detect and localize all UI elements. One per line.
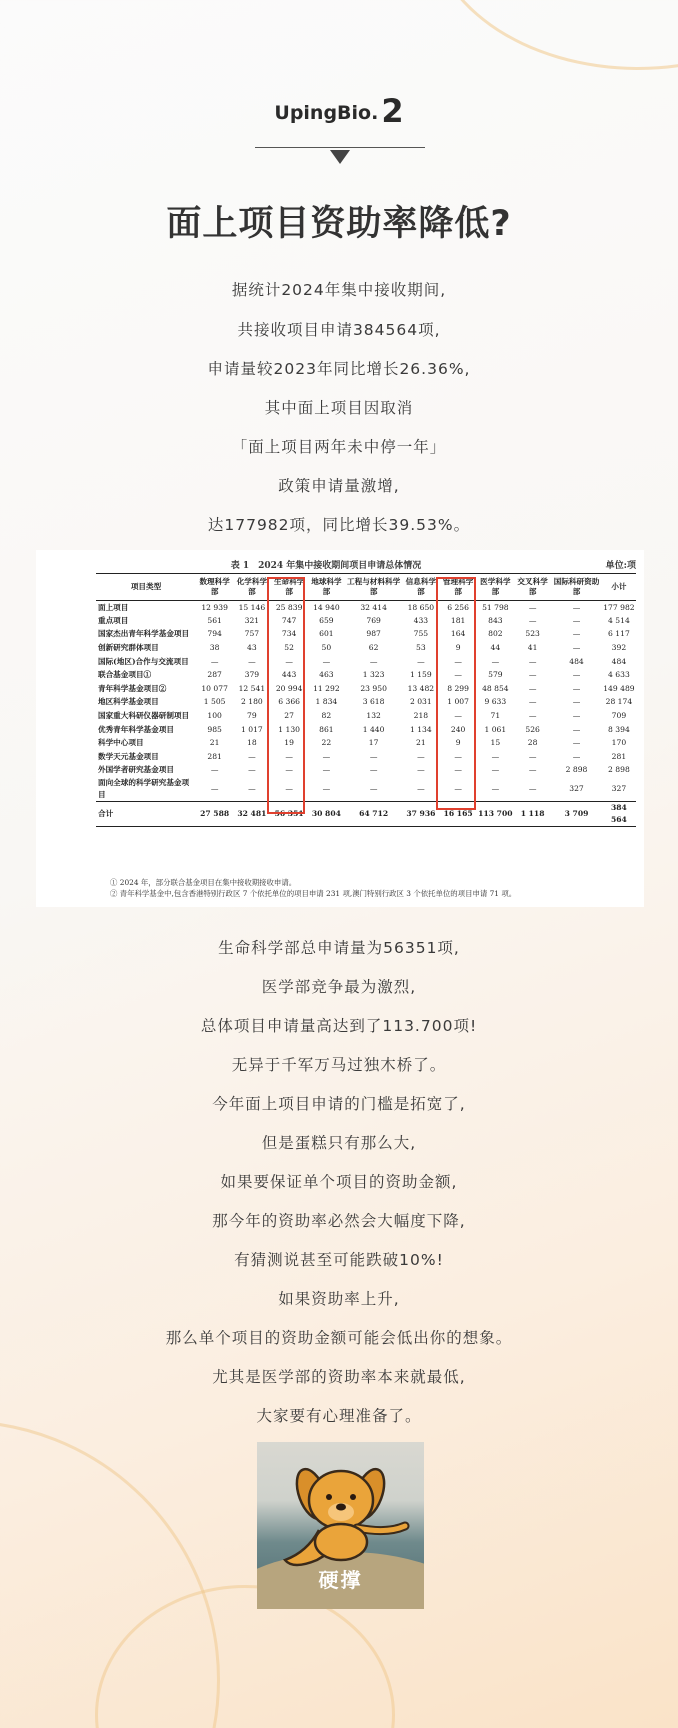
- table-cell: 9 633: [484, 697, 507, 707]
- body-line: 无异于千军万马过独木桥了。: [231, 1056, 447, 1074]
- row-label: 面上项目: [98, 602, 129, 612]
- row-label: 联合基金项目①: [98, 670, 152, 680]
- column-header: 医学科学部: [477, 574, 514, 601]
- body-line: 那今年的资助率必然会大幅度下降,: [212, 1212, 466, 1230]
- table-cell: 23 950: [360, 683, 387, 693]
- table-cell: 41: [527, 643, 538, 653]
- table-cell: —: [322, 784, 331, 794]
- table-cell: 843: [488, 615, 503, 625]
- table-cell: 8 299: [447, 683, 469, 693]
- table-cell: —: [285, 784, 293, 794]
- table-cell: 30 804: [308, 802, 345, 827]
- table-cell: —: [322, 751, 331, 761]
- table-cell: 27 588: [196, 802, 233, 827]
- table-cell: —: [417, 784, 425, 794]
- table-cell: 2 898: [565, 765, 588, 775]
- table-cell: 113 700: [477, 802, 514, 827]
- column-header: 交叉科学部: [514, 574, 551, 601]
- table-cell: 13 482: [407, 683, 435, 693]
- table-cell: 177 982: [603, 602, 635, 612]
- table-cell: 18: [247, 738, 257, 748]
- row-label: 国际(地区)合作与交流项目: [98, 656, 189, 666]
- table-cell: 709: [611, 711, 627, 721]
- row-label: 创新研究群体项目: [98, 643, 159, 653]
- table-cell: 287: [207, 670, 222, 680]
- table-cell: 8 394: [608, 724, 630, 734]
- highlight-box-life-science: [267, 577, 305, 814]
- table-cell: 48 854: [482, 683, 509, 693]
- table-row: [96, 777, 636, 802]
- column-header: 国际科研资助部: [551, 574, 602, 601]
- row-label: 重点项目: [98, 615, 129, 625]
- table-header-row: [96, 574, 636, 601]
- table-cell: 164: [450, 629, 466, 639]
- table-cell: 2 031: [409, 697, 432, 707]
- table-cell: —: [572, 683, 581, 693]
- table-cell: 1 017: [241, 724, 263, 734]
- table-cell: —: [491, 765, 500, 775]
- table-cell: —: [491, 656, 500, 666]
- table-cell: 4 633: [608, 670, 630, 680]
- table-cell: —: [417, 751, 425, 761]
- table-cell: —: [528, 670, 537, 680]
- table-note: ① 2024 年，部分联合基金项目在集中接收期接收申请。: [110, 878, 297, 887]
- table-cell: 10 077: [201, 683, 228, 693]
- table-row: [96, 601, 636, 615]
- table-cell: 3 618: [362, 697, 385, 707]
- table-cell: 1 118: [514, 802, 551, 827]
- table-row: [96, 696, 636, 710]
- row-label: 面向全球的科学研究基金项目: [98, 778, 190, 800]
- table-cell: 32 414: [360, 602, 387, 612]
- column-header: 工程与材料科学部: [345, 574, 402, 601]
- table-cell: 1 007: [447, 697, 469, 707]
- table-cell: —: [369, 751, 378, 761]
- table-cell: 734: [281, 629, 297, 639]
- table-cell: 1 159: [409, 670, 432, 680]
- table-cell: 19: [284, 738, 294, 748]
- table-cell: —: [210, 656, 219, 666]
- table-caption: 表 1 2024 年集中接收期间项目申请总体情况: [230, 561, 422, 571]
- intro-line: 申请量较2023年同比增长26.36%,: [207, 360, 471, 378]
- table-cell: —: [572, 724, 581, 734]
- table-cell: 755: [413, 629, 429, 639]
- table-cell: 14 940: [313, 602, 340, 612]
- body-line: 生命科学部总申请量为56351项,: [218, 939, 460, 957]
- triangle-down-icon: [330, 150, 350, 164]
- table-cell: —: [528, 784, 537, 794]
- row-label: 地区科学基金项目: [98, 697, 159, 707]
- table-cell: 1 134: [409, 724, 432, 734]
- table-cell: 321: [244, 615, 260, 625]
- brand-label: [0, 92, 678, 130]
- table-cell: 28: [527, 738, 538, 748]
- table-cell: 3 709: [551, 802, 602, 827]
- table-cell: 1 323: [362, 670, 385, 680]
- table-cell: —: [572, 670, 581, 680]
- table-cell: —: [454, 711, 462, 721]
- table-cell: —: [528, 751, 537, 761]
- sticker-caption: 硬撑: [318, 1568, 363, 1592]
- table-cell: —: [528, 602, 537, 612]
- table-cell: 281: [207, 751, 222, 761]
- table-cell: 12 939: [201, 602, 228, 612]
- intro-line: 「面上项目两年未中停一年」: [231, 438, 447, 456]
- intro-line: 其中面上项目因取消: [264, 399, 414, 417]
- row-label: 青年科学基金项目②: [98, 683, 167, 693]
- table-cell: 100: [207, 711, 222, 721]
- column-header: 信息科学部: [402, 574, 439, 601]
- table-cell: 16 165: [439, 802, 476, 827]
- table-cell: 433: [413, 615, 429, 625]
- table-cell: 384 564: [602, 802, 636, 827]
- table-cell: 12 541: [238, 683, 266, 693]
- brand-name: UpingBio.: [274, 102, 379, 124]
- table-cell: 17: [368, 738, 379, 748]
- table-cell: 484: [569, 656, 584, 666]
- table-row: [96, 682, 636, 696]
- table-cell: —: [248, 784, 256, 794]
- table-cell: 561: [207, 615, 222, 625]
- table-cell: 6 366: [278, 697, 300, 707]
- body-line: 医学部竞争最为激烈,: [261, 978, 417, 996]
- column-header: 数理科学部: [196, 574, 233, 601]
- table-cell: 50: [321, 643, 332, 653]
- column-header: 管理科学部: [439, 574, 476, 601]
- table-note: ② 青年科学基金中,包含香港特别行政区 7 个依托单位的项目申请 231 项,澳门特别行政区 3 个依托单位的项目申请 71 项。: [110, 889, 517, 898]
- dog-sticker-image: [257, 1442, 424, 1609]
- table-cell: 523: [525, 629, 540, 639]
- intro-line: 共接收项目申请384564项,: [237, 321, 441, 339]
- row-label: 合计: [96, 802, 196, 827]
- intro-line: 达177982项，同比增长39.53%。: [207, 516, 471, 534]
- table-cell: 28 174: [605, 697, 633, 707]
- table-cell: —: [454, 656, 462, 666]
- table-row: [96, 614, 636, 628]
- table-notes: [110, 877, 640, 899]
- table-row: [96, 628, 636, 642]
- table-cell: 392: [611, 643, 627, 653]
- table-cell: 21: [209, 738, 220, 748]
- table-cell: —: [248, 765, 256, 775]
- table-cell: 27: [284, 711, 294, 721]
- table-cell: 11 292: [313, 683, 340, 693]
- table-cell: —: [285, 751, 293, 761]
- table-cell: 379: [244, 670, 260, 680]
- table-cell: 747: [281, 615, 297, 625]
- table-cell: 526: [525, 724, 540, 734]
- table-cell: —: [454, 765, 462, 775]
- table-cell: —: [528, 711, 537, 721]
- table-cell: —: [491, 784, 500, 794]
- table-cell: 132: [366, 711, 381, 721]
- table-cell: 149 489: [603, 683, 635, 693]
- body-line: 但是蛋糕只有那么大,: [261, 1134, 417, 1152]
- column-header: 地球科学部: [308, 574, 345, 601]
- row-label: 优秀青年科学基金项目: [98, 724, 174, 734]
- table-image: [36, 550, 644, 907]
- table-cell: —: [417, 765, 425, 775]
- table-cell: —: [369, 656, 378, 666]
- table-row: [96, 764, 636, 778]
- table-cell: 1 061: [484, 724, 507, 734]
- table-cell: 82: [321, 711, 332, 721]
- table-cell: 218: [413, 711, 429, 721]
- table-cell: —: [369, 765, 378, 775]
- table-cell: 1 440: [362, 724, 385, 734]
- table-cell: —: [248, 656, 256, 666]
- table-cell: —: [528, 656, 537, 666]
- body-line: 如果资助率上升,: [278, 1290, 400, 1308]
- table-cell: 44: [490, 643, 501, 653]
- table-cell: —: [528, 683, 537, 693]
- table-cell: —: [572, 711, 581, 721]
- table-cell: 9: [455, 643, 461, 653]
- table-cell: 170: [611, 738, 627, 748]
- table-cell: —: [572, 643, 581, 653]
- table-cell: —: [572, 738, 581, 748]
- table-cell: —: [572, 629, 581, 639]
- table-cell: 281: [611, 751, 627, 761]
- table-cell: 21: [416, 738, 426, 748]
- table-cell: —: [369, 784, 378, 794]
- table-cell: 601: [319, 629, 334, 639]
- table-cell: —: [454, 670, 462, 680]
- table-cell: 4 514: [608, 615, 630, 625]
- table-cell: 757: [244, 629, 260, 639]
- table-cell: 6 256: [447, 602, 469, 612]
- table-cell: —: [572, 615, 581, 625]
- table-cell: —: [528, 615, 537, 625]
- table-cell: —: [210, 784, 219, 794]
- table-cell: 769: [366, 615, 381, 625]
- table-row: [96, 723, 636, 737]
- table-cell: 443: [281, 670, 297, 680]
- table-cell: 240: [450, 724, 466, 734]
- application-table: [96, 573, 636, 827]
- table-cell: —: [528, 765, 537, 775]
- total-row: [96, 802, 636, 827]
- divider-line: [255, 147, 425, 148]
- row-label: 科学中心项目: [98, 738, 144, 748]
- table-cell: —: [572, 602, 581, 612]
- table-cell: —: [322, 765, 331, 775]
- table-row: [96, 736, 636, 750]
- table-cell: —: [248, 751, 256, 761]
- table-cell: 484: [611, 656, 627, 666]
- column-header: 项目类型: [96, 574, 196, 601]
- body-line: 那么单个项目的资助金额可能会低出你的想象。: [165, 1329, 513, 1347]
- body-line: 总体项目申请量高达到了113.700项!: [200, 1017, 478, 1035]
- table-cell: —: [285, 765, 293, 775]
- table-cell: 71: [490, 711, 501, 721]
- table-cell: 38: [209, 643, 220, 653]
- table-cell: —: [454, 751, 462, 761]
- table-cell: —: [572, 751, 581, 761]
- column-header: 化学科学部: [233, 574, 270, 601]
- table-cell: 15 146: [238, 602, 266, 612]
- table-cell: 1 505: [203, 697, 226, 707]
- table-cell: 861: [319, 724, 334, 734]
- table-cell: 62: [368, 643, 379, 653]
- table-cell: 9: [455, 738, 461, 748]
- table-cell: —: [417, 656, 425, 666]
- table-row: [96, 668, 636, 682]
- table-cell: 659: [319, 615, 334, 625]
- table-cell: 52: [284, 643, 294, 653]
- table-cell: —: [210, 765, 219, 775]
- table-cell: 802: [488, 629, 503, 639]
- section-number: 2: [381, 92, 404, 130]
- table-cell: 985: [207, 724, 222, 734]
- table-cell: 64 712: [345, 802, 402, 827]
- table-cell: 794: [207, 629, 222, 639]
- table-cell: 6 117: [608, 629, 630, 639]
- table-row: [96, 641, 636, 655]
- table-cell: 25 839: [275, 602, 303, 612]
- table-cell: 43: [247, 643, 257, 653]
- table-cell: 2 898: [608, 765, 630, 775]
- table-row: [96, 655, 636, 669]
- page-title: 面上项目资助率降低?: [166, 204, 512, 244]
- table-cell: 987: [366, 629, 381, 639]
- table-cell: 579: [488, 670, 503, 680]
- table-cell: 32 481: [233, 802, 270, 827]
- intro-line: 政策申请量激增,: [278, 477, 400, 495]
- body-line: 如果要保证单个项目的资助金额,: [220, 1173, 458, 1191]
- table-cell: 463: [319, 670, 334, 680]
- intro-line: 据统计2024年集中接收期间,: [231, 281, 447, 299]
- body-line: 有猜测说甚至可能跌破10%!: [234, 1251, 444, 1269]
- table-cell: 37 936: [402, 802, 439, 827]
- table-cell: 20 994: [275, 683, 303, 693]
- row-label: 国家重大科研仪器研制项目: [98, 711, 190, 721]
- highlight-box-medical: [436, 577, 476, 810]
- table-cell: 53: [416, 643, 426, 653]
- table-cell: 2 180: [241, 697, 263, 707]
- table-cell: —: [322, 656, 331, 666]
- body-line: 大家要有心理准备了。: [256, 1407, 422, 1425]
- table-cell: 181: [450, 615, 466, 625]
- table-cell: 51 798: [482, 602, 509, 612]
- table-cell: —: [491, 751, 500, 761]
- table-row: [96, 750, 636, 764]
- column-header: 生命科学部: [271, 574, 308, 601]
- table-cell: —: [454, 784, 462, 794]
- table-cell: 1 834: [315, 697, 338, 707]
- table-cell: —: [528, 697, 537, 707]
- table-cell: 327: [611, 784, 627, 794]
- table-unit: 单位:项: [605, 561, 636, 571]
- table-cell: 18 650: [407, 602, 435, 612]
- table-cell: 22: [321, 738, 332, 748]
- body-line: 今年面上项目申请的门槛是拓宽了,: [212, 1095, 466, 1113]
- table-cell: 1 130: [278, 724, 300, 734]
- row-label: 数学天元基金项目: [98, 751, 159, 761]
- body-line: 尤其是医学部的资助率本来就最低,: [212, 1368, 466, 1386]
- table-cell: 15: [490, 738, 501, 748]
- row-label: 外国学者研究基金项目: [98, 765, 174, 775]
- decor-arc: [428, 0, 678, 70]
- column-header: 小计: [602, 574, 636, 601]
- row-label: 国家杰出青年科学基金项目: [98, 629, 190, 639]
- table-row: [96, 709, 636, 723]
- table-cell: —: [572, 697, 581, 707]
- table-cell: 56 351: [271, 802, 308, 827]
- table-cell: 327: [569, 784, 584, 794]
- table-cell: 79: [247, 711, 257, 721]
- table-cell: —: [285, 656, 293, 666]
